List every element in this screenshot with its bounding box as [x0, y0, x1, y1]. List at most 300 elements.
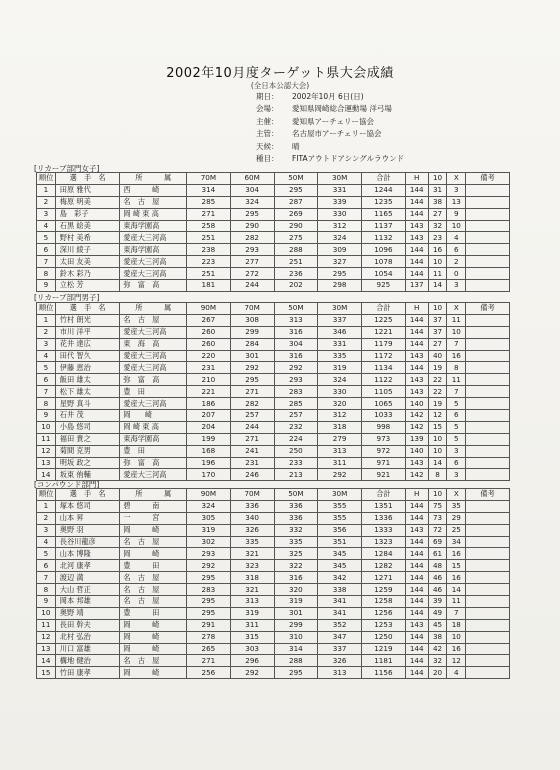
name-cell: 島 彩子	[55, 208, 120, 220]
round2-cell: 313	[230, 596, 274, 608]
remarks-cell	[466, 536, 510, 548]
tens-cell: 46	[428, 584, 447, 596]
affiliation-cell: 愛産大三河高	[120, 326, 187, 338]
total-cell: 1054	[362, 268, 406, 280]
affiliation-cell: 弥 富 高	[120, 374, 187, 386]
tens-cell: 37	[428, 314, 447, 326]
tens-cell: 23	[428, 232, 447, 244]
round4-cell: 309	[318, 244, 362, 256]
round4-cell: 347	[318, 631, 362, 643]
total-cell: 1250	[362, 631, 406, 643]
x-cell: 35	[447, 500, 466, 512]
tens-cell: 14	[428, 457, 447, 469]
table-row	[37, 457, 510, 469]
table-row	[37, 655, 510, 667]
round2-cell: 323	[230, 560, 274, 572]
tens-cell: 8	[428, 469, 447, 481]
name-cell: 石井 茂	[55, 410, 120, 422]
round2-cell: 246	[230, 469, 274, 481]
hits-cell: 144	[405, 314, 428, 326]
tens-cell: 31	[428, 184, 447, 196]
round4-cell: 356	[318, 524, 362, 536]
info-label: 種目：	[256, 154, 279, 164]
rank-cell: 1	[37, 184, 56, 196]
column-header: 30M	[318, 303, 362, 315]
remarks-cell	[466, 560, 510, 572]
results-table-recurve-men	[36, 302, 510, 481]
affiliation-cell: 愛産大三河高	[120, 232, 187, 244]
round1-cell: 324	[187, 500, 231, 512]
round2-cell: 308	[230, 314, 274, 326]
x-cell: 11	[447, 314, 466, 326]
column-header: 備考	[466, 303, 510, 315]
column-header: 10	[428, 173, 447, 185]
round4-cell: 320	[318, 398, 362, 410]
round3-cell: 293	[274, 374, 318, 386]
page-title: 2002年10月度ターゲット県大会成績	[166, 66, 394, 81]
name-cell: 奥野 羽	[55, 524, 120, 536]
total-cell: 973	[362, 433, 406, 445]
rank-cell: 8	[37, 268, 56, 280]
name-cell: 山本 昇	[55, 512, 120, 524]
table-row	[37, 643, 510, 655]
round4-cell: 311	[318, 457, 362, 469]
remarks-cell	[466, 421, 510, 433]
table-row	[37, 314, 510, 326]
round4-cell: 324	[318, 232, 362, 244]
total-cell: 1096	[362, 244, 406, 256]
remarks-cell	[466, 338, 510, 350]
hits-cell: 144	[405, 256, 428, 268]
affiliation-cell: 愛産大三河高	[120, 350, 187, 362]
table-row	[37, 524, 510, 536]
tens-cell: 37	[428, 326, 447, 338]
round1-cell: 196	[187, 457, 231, 469]
info-row-host	[256, 128, 404, 140]
round4-cell: 337	[318, 643, 362, 655]
tens-cell: 22	[428, 386, 447, 398]
hits-cell: 143	[405, 619, 428, 631]
x-cell: 11	[447, 374, 466, 386]
round1-cell: 302	[187, 536, 231, 548]
round2-cell: 319	[230, 607, 274, 619]
remarks-cell	[466, 596, 510, 608]
remarks-cell	[466, 548, 510, 560]
remarks-cell	[466, 469, 510, 481]
x-cell: 5	[447, 433, 466, 445]
rank-cell: 4	[37, 536, 56, 548]
table-row	[37, 208, 510, 220]
round3-cell: 250	[274, 445, 318, 457]
x-cell: 6	[447, 244, 466, 256]
tens-cell: 42	[428, 643, 447, 655]
section-label-recurve-women: [リカーブ部門女子]	[34, 164, 100, 173]
round3-cell: 335	[274, 536, 318, 548]
x-cell: 3	[447, 184, 466, 196]
round2-cell: 295	[230, 374, 274, 386]
rank-cell: 9	[37, 596, 56, 608]
remarks-cell	[466, 196, 510, 208]
remarks-cell	[466, 643, 510, 655]
x-cell: 12	[447, 655, 466, 667]
remarks-cell	[466, 280, 510, 292]
total-cell: 1271	[362, 572, 406, 584]
round3-cell: 314	[274, 643, 318, 655]
hits-cell: 143	[405, 386, 428, 398]
total-cell: 1256	[362, 607, 406, 619]
round3-cell: 285	[274, 398, 318, 410]
info-value: 名古屋市アーチェリー協会	[292, 129, 382, 139]
rank-cell: 3	[37, 338, 56, 350]
round1-cell: 204	[187, 421, 231, 433]
x-cell: 11	[447, 596, 466, 608]
round2-cell: 326	[230, 524, 274, 536]
round2-cell: 271	[230, 386, 274, 398]
column-header: H	[405, 173, 428, 185]
table-row	[37, 560, 510, 572]
remarks-cell	[466, 220, 510, 232]
total-cell: 1225	[362, 314, 406, 326]
table-row	[37, 433, 510, 445]
table-row	[37, 374, 510, 386]
x-cell: 16	[447, 350, 466, 362]
name-cell: 石黒 絵美	[55, 220, 120, 232]
remarks-cell	[466, 607, 510, 619]
column-header: 所 属	[120, 173, 187, 185]
total-cell: 1172	[362, 350, 406, 362]
round3-cell: 299	[274, 619, 318, 631]
rank-cell: 7	[37, 386, 56, 398]
x-cell: 3	[447, 280, 466, 292]
column-header: 70M	[187, 173, 231, 185]
round1-cell: 181	[187, 280, 231, 292]
total-cell: 1156	[362, 667, 406, 679]
round3-cell: 332	[274, 524, 318, 536]
tens-cell: 61	[428, 548, 447, 560]
name-cell: 福田 貴之	[55, 433, 120, 445]
hits-cell: 144	[405, 655, 428, 667]
column-header: 所 属	[120, 489, 187, 501]
info-value: 愛知県岡崎総合運動場 洋弓場	[292, 104, 392, 114]
name-cell: 大山 哲正	[55, 584, 120, 596]
tens-cell: 32	[428, 655, 447, 667]
round4-cell: 279	[318, 433, 362, 445]
round3-cell: 236	[274, 268, 318, 280]
hits-cell: 143	[405, 350, 428, 362]
x-cell: 14	[447, 584, 466, 596]
round2-cell: 231	[230, 457, 274, 469]
info-label: 期日：	[256, 92, 279, 101]
rank-cell: 6	[37, 244, 56, 256]
rank-cell: 12	[37, 631, 56, 643]
x-cell: 7	[447, 607, 466, 619]
column-header: 60M	[230, 173, 274, 185]
hits-cell: 144	[405, 596, 428, 608]
round2-cell: 284	[230, 338, 274, 350]
round4-cell: 298	[318, 280, 362, 292]
round4-cell: 292	[318, 469, 362, 481]
rank-cell: 14	[37, 469, 56, 481]
x-cell: 10	[447, 631, 466, 643]
round1-cell: 295	[187, 607, 231, 619]
hits-cell: 143	[405, 220, 428, 232]
x-cell: 8	[447, 362, 466, 374]
rank-cell: 13	[37, 643, 56, 655]
affiliation-cell: 名 古 屋	[120, 196, 187, 208]
info-row-date	[256, 91, 404, 103]
total-cell: 1336	[362, 512, 406, 524]
total-cell: 925	[362, 280, 406, 292]
round1-cell: 251	[187, 268, 231, 280]
round2-cell: 340	[230, 512, 274, 524]
x-cell: 16	[447, 548, 466, 560]
column-header: 10	[428, 489, 447, 501]
rank-cell: 4	[37, 350, 56, 362]
hits-cell: 143	[405, 457, 428, 469]
affiliation-cell: 岡 崎	[120, 631, 187, 643]
rank-cell: 14	[37, 655, 56, 667]
info-value: 晴	[292, 141, 300, 151]
table-row	[37, 350, 510, 362]
round3-cell: 251	[274, 256, 318, 268]
round4-cell: 339	[318, 196, 362, 208]
x-cell: 6	[447, 457, 466, 469]
table-header-row	[37, 173, 510, 185]
remarks-cell	[466, 314, 510, 326]
round2-cell: 244	[230, 421, 274, 433]
total-cell: 1122	[362, 374, 406, 386]
remarks-cell	[466, 619, 510, 631]
name-cell: 竹村 朗光	[55, 314, 120, 326]
info-label: 会場：	[256, 104, 279, 114]
name-cell: 塚本 悠司	[55, 500, 120, 512]
round2-cell: 303	[230, 643, 274, 655]
remarks-cell	[466, 398, 510, 410]
rank-cell: 2	[37, 196, 56, 208]
total-cell: 1284	[362, 548, 406, 560]
column-header: 90M	[187, 303, 231, 315]
round3-cell: 301	[274, 607, 318, 619]
tens-cell: 10	[428, 256, 447, 268]
column-header: H	[405, 489, 428, 501]
table-row	[37, 596, 510, 608]
rank-cell: 2	[37, 326, 56, 338]
round1-cell: 305	[187, 512, 231, 524]
info-value: 愛知県アーチェリー協会	[292, 116, 375, 126]
round3-cell: 316	[274, 326, 318, 338]
round3-cell: 232	[274, 421, 318, 433]
hits-cell: 137	[405, 280, 428, 292]
column-header: X	[447, 303, 466, 315]
round2-cell: 241	[230, 445, 274, 457]
remarks-cell	[466, 410, 510, 422]
round3-cell: 224	[274, 433, 318, 445]
x-cell: 15	[447, 560, 466, 572]
round4-cell: 295	[318, 268, 362, 280]
table-row	[37, 268, 510, 280]
round4-cell: 331	[318, 184, 362, 196]
round2-cell: 282	[230, 398, 274, 410]
hits-cell: 144	[405, 643, 428, 655]
rank-cell: 10	[37, 421, 56, 433]
rank-cell: 9	[37, 410, 56, 422]
affiliation-cell: 名 古 屋	[120, 572, 187, 584]
affiliation-cell: 豊 田	[120, 445, 187, 457]
round3-cell: 295	[274, 184, 318, 196]
table-row	[37, 619, 510, 631]
table-row	[37, 244, 510, 256]
x-cell: 10	[447, 326, 466, 338]
hits-cell: 144	[405, 572, 428, 584]
column-header: 備考	[466, 489, 510, 501]
remarks-cell	[466, 350, 510, 362]
round4-cell: 341	[318, 607, 362, 619]
rank-cell: 7	[37, 572, 56, 584]
total-cell: 1351	[362, 500, 406, 512]
info-label: 主管：	[256, 129, 279, 139]
hits-cell: 144	[405, 560, 428, 572]
x-cell: 13	[447, 196, 466, 208]
name-cell: 坂東 侑輔	[55, 469, 120, 481]
round4-cell: 338	[318, 584, 362, 596]
info-row-organizer	[256, 116, 404, 128]
rank-cell: 8	[37, 398, 56, 410]
name-cell: 竹田 康孝	[55, 667, 120, 679]
affiliation-cell: 愛産大三河高	[120, 362, 187, 374]
total-cell: 1323	[362, 536, 406, 548]
hits-cell: 142	[405, 410, 428, 422]
hits-cell: 143	[405, 524, 428, 536]
rank-cell: 6	[37, 374, 56, 386]
name-cell: 鈴木 彩乃	[55, 268, 120, 280]
total-cell: 1244	[362, 184, 406, 196]
remarks-cell	[466, 208, 510, 220]
round1-cell: 210	[187, 374, 231, 386]
table-row	[37, 536, 510, 548]
round1-cell: 251	[187, 232, 231, 244]
results-table-recurve-women	[36, 172, 510, 292]
round3-cell: 304	[274, 338, 318, 350]
table-row	[37, 410, 510, 422]
affiliation-cell: 名 古 屋	[120, 655, 187, 667]
affiliation-cell: 豊 田	[120, 560, 187, 572]
name-cell: 山本 博隆	[55, 548, 120, 560]
info-row-event	[256, 153, 404, 165]
hits-cell: 144	[405, 208, 428, 220]
hits-cell: 144	[405, 500, 428, 512]
rank-cell: 5	[37, 362, 56, 374]
affiliation-cell: 豊 田	[120, 607, 187, 619]
rank-cell: 5	[37, 548, 56, 560]
round1-cell: 283	[187, 584, 231, 596]
remarks-cell	[466, 584, 510, 596]
hits-cell: 144	[405, 338, 428, 350]
rank-cell: 1	[37, 500, 56, 512]
round4-cell: 351	[318, 536, 362, 548]
name-cell: 梅原 明美	[55, 196, 120, 208]
round3-cell: 290	[274, 220, 318, 232]
table-row	[37, 338, 510, 350]
round4-cell: 330	[318, 386, 362, 398]
column-header: 30M	[318, 489, 362, 501]
round4-cell: 312	[318, 220, 362, 232]
tens-cell: 10	[428, 445, 447, 457]
table-row	[37, 607, 510, 619]
table-row	[37, 584, 510, 596]
remarks-cell	[466, 362, 510, 374]
name-cell: 市川 洋平	[55, 326, 120, 338]
round1-cell: 314	[187, 184, 231, 196]
rank-cell: 11	[37, 619, 56, 631]
hits-cell: 144	[405, 362, 428, 374]
column-header: 順位	[37, 173, 56, 185]
hits-cell: 144	[405, 184, 428, 196]
table-row	[37, 326, 510, 338]
table-row	[37, 232, 510, 244]
rank-cell: 15	[37, 667, 56, 679]
round3-cell: 269	[274, 208, 318, 220]
round3-cell: 257	[274, 410, 318, 422]
round4-cell: 345	[318, 548, 362, 560]
x-cell: 0	[447, 268, 466, 280]
round4-cell: 337	[318, 314, 362, 326]
tens-cell: 69	[428, 536, 447, 548]
round2-cell: 282	[230, 232, 274, 244]
round2-cell: 295	[230, 208, 274, 220]
round1-cell: 291	[187, 619, 231, 631]
name-cell: 小島 悠司	[55, 421, 120, 433]
tens-cell: 72	[428, 524, 447, 536]
name-cell: 菊間 克男	[55, 445, 120, 457]
tens-cell: 10	[428, 433, 447, 445]
rank-cell: 6	[37, 560, 56, 572]
round2-cell: 271	[230, 433, 274, 445]
round4-cell: 331	[318, 338, 362, 350]
hits-cell: 144	[405, 268, 428, 280]
column-header: 順位	[37, 489, 56, 501]
round3-cell: 316	[274, 572, 318, 584]
column-header: 選 手 名	[55, 489, 120, 501]
round1-cell: 271	[187, 655, 231, 667]
name-cell: 長谷川龍彦	[55, 536, 120, 548]
round1-cell: 260	[187, 326, 231, 338]
rank-cell: 5	[37, 232, 56, 244]
section-label-recurve-men: [リカーブ部門男子]	[34, 293, 100, 302]
affiliation-cell: 名 古 屋	[120, 584, 187, 596]
total-cell: 972	[362, 445, 406, 457]
affiliation-cell: 愛産大三河高	[120, 256, 187, 268]
round2-cell: 272	[230, 268, 274, 280]
round2-cell: 311	[230, 619, 274, 631]
tens-cell: 73	[428, 512, 447, 524]
remarks-cell	[466, 184, 510, 196]
hits-cell: 144	[405, 512, 428, 524]
name-cell: 渡辺 満	[55, 572, 120, 584]
name-cell: 深川 綾子	[55, 244, 120, 256]
tens-cell: 27	[428, 208, 447, 220]
affiliation-cell: 岡 崎	[120, 667, 187, 679]
remarks-cell	[466, 512, 510, 524]
remarks-cell	[466, 631, 510, 643]
round3-cell: 287	[274, 196, 318, 208]
round1-cell: 223	[187, 256, 231, 268]
rank-cell: 8	[37, 584, 56, 596]
hits-cell: 139	[405, 433, 428, 445]
round1-cell: 271	[187, 208, 231, 220]
round3-cell: 336	[274, 500, 318, 512]
tens-cell: 20	[428, 667, 447, 679]
x-cell: 34	[447, 536, 466, 548]
